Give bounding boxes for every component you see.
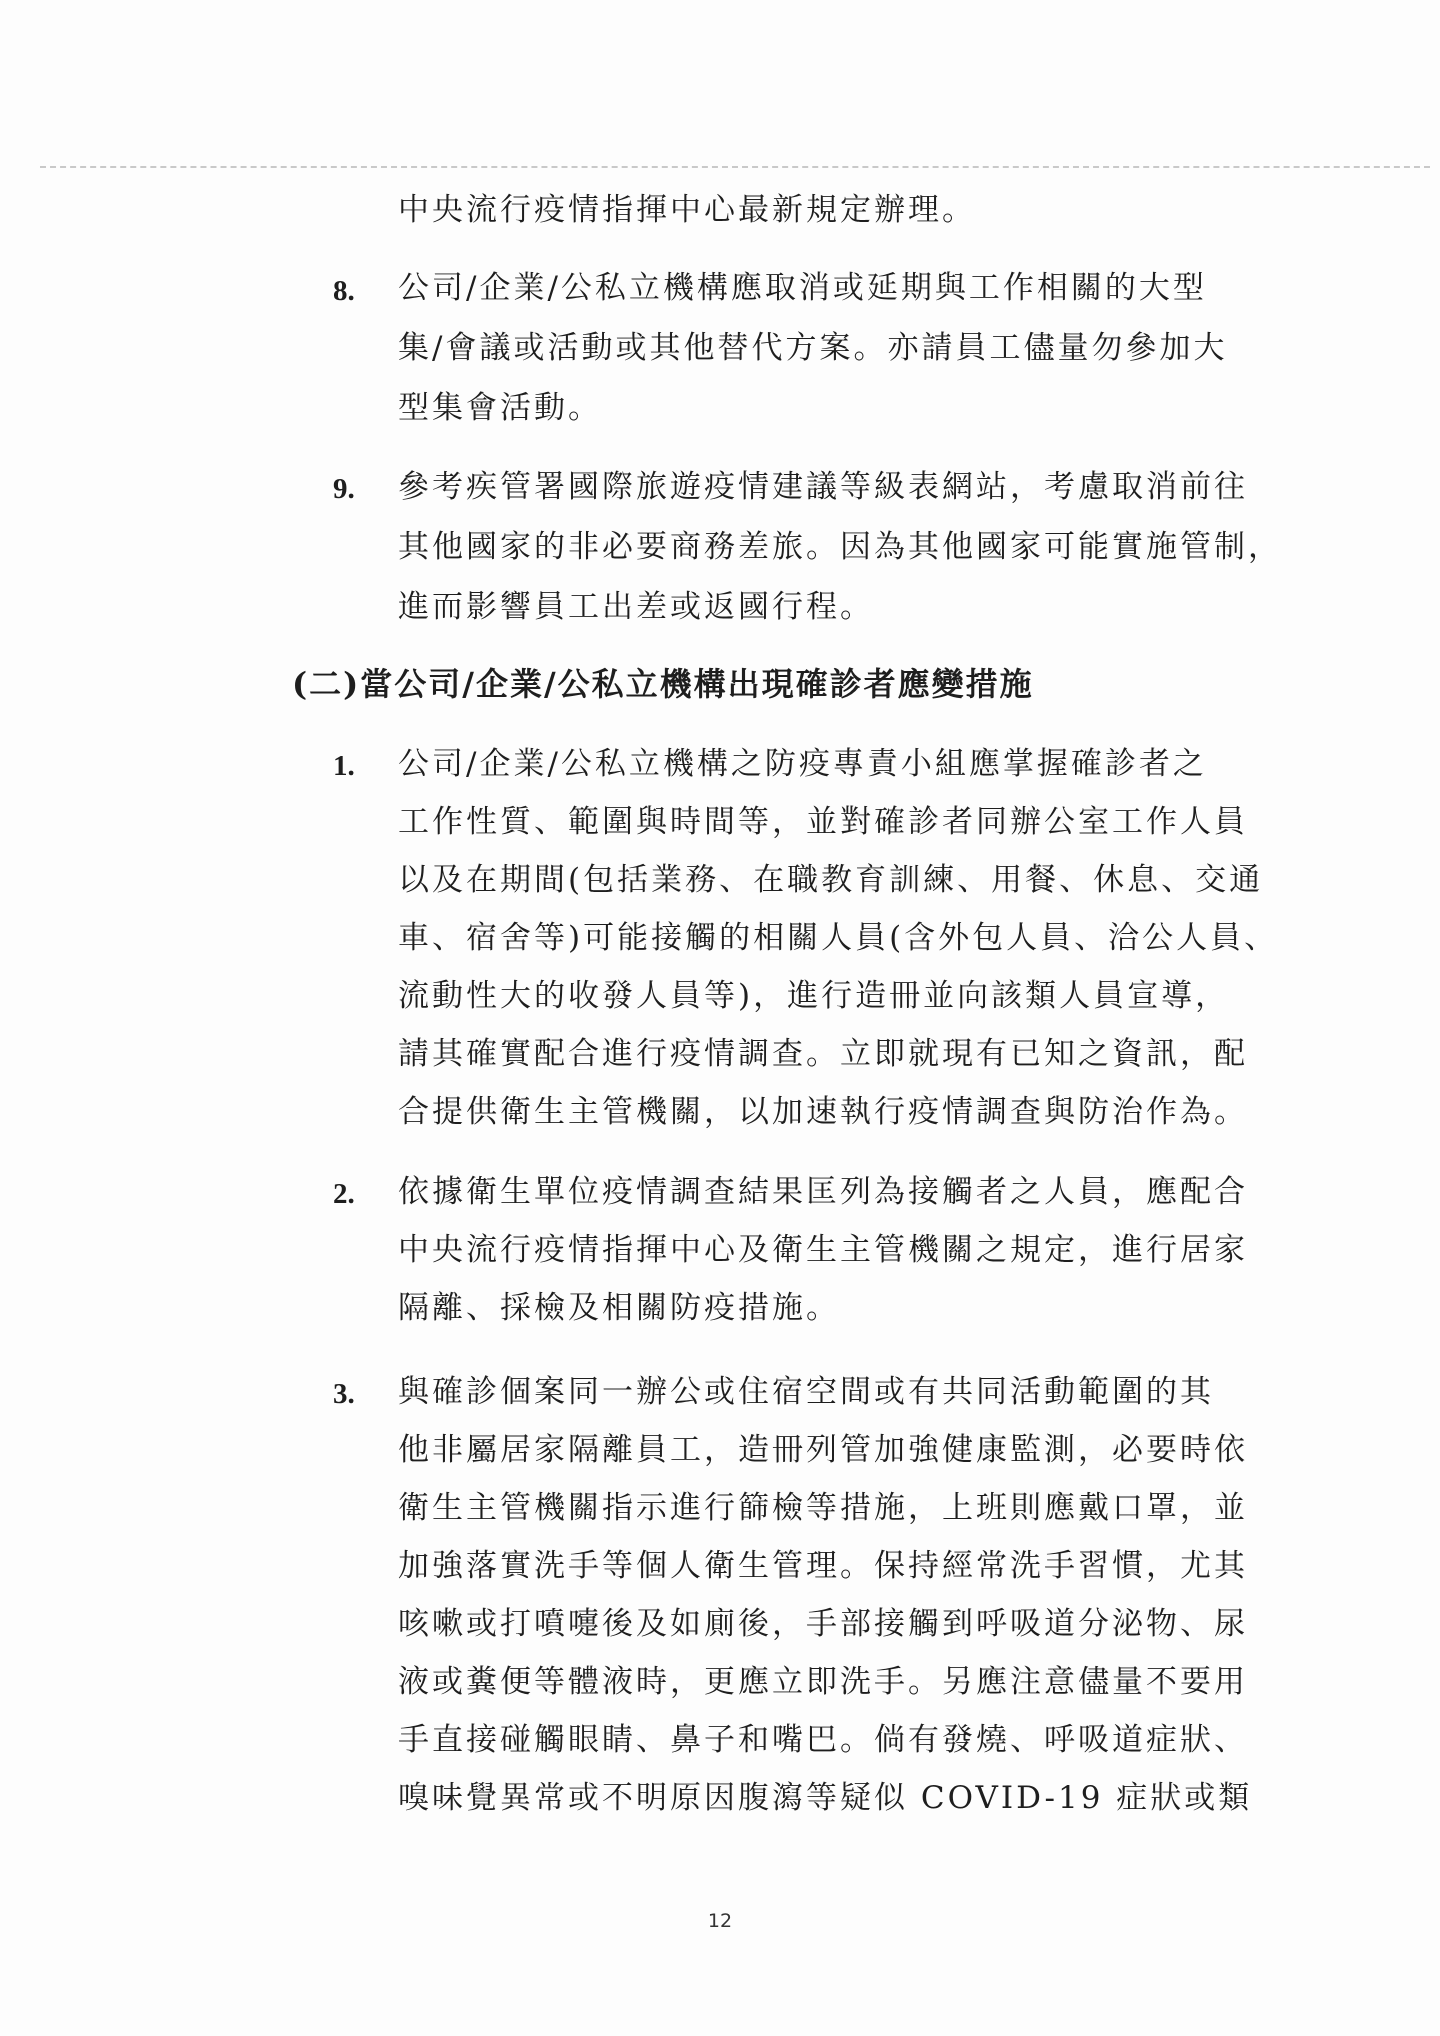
paragraph-line: 流動性大的收發人員等)，進行造冊並向該類人員宣導， <box>398 978 1230 1014</box>
list-number: 1. <box>333 750 355 782</box>
scan-divider-line <box>40 166 1430 168</box>
paragraph-line: 加強落實洗手等個人衛生管理。保持經常洗手習慣，尤其 <box>398 1548 1248 1584</box>
page-number: 12 <box>707 1910 733 1932</box>
paragraph-line: 請其確實配合進行疫情調查。立即就現有已知之資訊，配 <box>398 1036 1248 1072</box>
paragraph-line: 液或糞便等體液時，更應立即洗手。另應注意儘量不要用 <box>398 1664 1248 1700</box>
paragraph-line: 衛生主管機關指示進行篩檢等措施，上班則應戴口罩，並 <box>398 1490 1248 1526</box>
paragraph-line: 中央流行疫情指揮中心及衛生主管機關之規定，進行居家 <box>398 1232 1248 1268</box>
paragraph-line: 參考疾管署國際旅遊疫情建議等級表網站，考慮取消前往 <box>398 469 1248 505</box>
list-number: 9. <box>333 473 355 505</box>
list-number: 2. <box>333 1178 355 1210</box>
paragraph-line: 型集會活動。 <box>398 390 602 426</box>
paragraph-line: 依據衛生單位疫情調查結果匡列為接觸者之人員，應配合 <box>398 1174 1248 1210</box>
section-heading: (二)當公司/企業/公私立機構出現確診者應變措施 <box>292 665 1034 703</box>
paragraph-line: 以及在期間(包括業務、在職教育訓練、用餐、休息、交通 <box>398 862 1264 898</box>
paragraph-line: 車、宿舍等)可能接觸的相關人員(含外包人員、洽公人員、 <box>398 920 1279 956</box>
paragraph-line: 公司/企業/公私立機構應取消或延期與工作相關的大型 <box>398 270 1207 306</box>
paragraph-line: 他非屬居家隔離員工，造冊列管加強健康監測，必要時依 <box>398 1432 1248 1468</box>
paragraph-line: 其他國家的非必要商務差旅。因為其他國家可能實施管制， <box>398 529 1282 565</box>
paragraph-line: 嗅味覺異常或不明原因腹瀉等疑似 COVID-19 症狀或類 <box>398 1780 1253 1816</box>
list-number: 3. <box>333 1378 355 1410</box>
paragraph-line: 咳嗽或打噴嚏後及如廁後，手部接觸到呼吸道分泌物、尿 <box>398 1606 1248 1642</box>
paragraph-line: 集/會議或活動或其他替代方案。亦請員工儘量勿參加大 <box>398 330 1228 366</box>
paragraph-line: 工作性質、範圍與時間等，並對確診者同辦公室工作人員 <box>398 804 1248 840</box>
paragraph-line: 公司/企業/公私立機構之防疫專責小組應掌握確診者之 <box>398 746 1207 782</box>
paragraph-line: 手直接碰觸眼睛、鼻子和嘴巴。倘有發燒、呼吸道症狀、 <box>398 1722 1248 1758</box>
list-number: 8. <box>333 275 355 307</box>
carry-over-line: 中央流行疫情指揮中心最新規定辦理。 <box>398 192 976 228</box>
paragraph-line: 隔離、採檢及相關防疫措施。 <box>398 1290 840 1326</box>
paragraph-line: 進而影響員工出差或返國行程。 <box>398 589 874 625</box>
paragraph-line: 合提供衛生主管機關，以加速執行疫情調查與防治作為。 <box>398 1094 1248 1130</box>
paragraph-line: 與確診個案同一辦公或住宿空間或有共同活動範圍的其 <box>398 1374 1214 1410</box>
